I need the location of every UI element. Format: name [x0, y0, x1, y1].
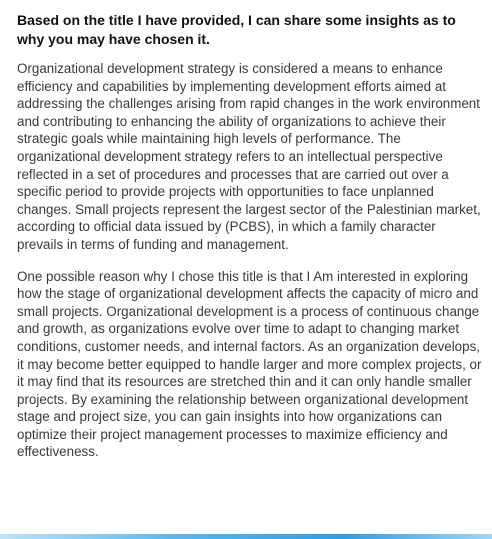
paragraph-reason: One possible reason why I chose this title is that I Am interested in exploring how the stage of organizational development affects the capacity of micro and small projects. Organizational development is a process of continuous change and growth, as organizations evolve over time to adapt to changing market conditions, customer needs, and internal factors. As an organization develops, it may become better equipped to handle larger and more complex projects, or it may find that its resources are stretched thin and it can only handle smaller projects. By examining the relationship between organizational development stage and project size, you can gain insights into how organizations can optimize their project management processes to maximize efficiency and effectiveness.: [17, 268, 482, 460]
paragraph-strategy: Organizational development strategy is considered a means to enhance efficiency and capabilities by implementing development efforts aimed at addressing the challenges arising from rapid changes in the work environment and contributing to enhancing the ability of organizations to achieve their strategic goals while maintaining high levels of performance. The organizational development strategy refers to an intellectual perspective reflected in a set of procedures and processes that are carried out over a specific period to provide projects with opportunities to face unplanned changes. Small projects represent the largest sector of the Palestinian market, according to official data issued by (PCBS), in which a family character prevails in terms of funding and management.: [17, 61, 481, 252]
response-document: [17, 11, 483, 475]
bottom-accent-bar: [0, 534, 492, 539]
response-heading: Based on the title I have provided, I can share some insights as to why you may have chosen it.: [17, 12, 456, 47]
